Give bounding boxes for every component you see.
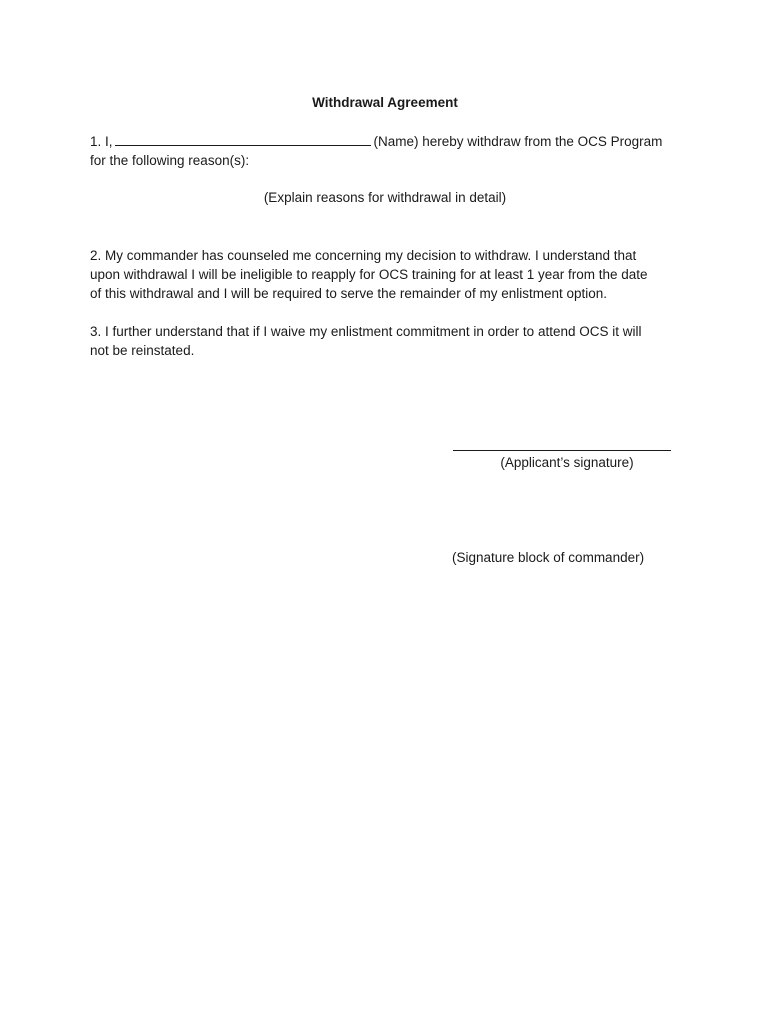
name-blank-field[interactable] (115, 133, 371, 146)
item1-prefix: 1. I, (90, 134, 113, 149)
applicant-signature-label: (Applicant’s signature) (500, 455, 634, 470)
paragraph-2-line-1: 2. My commander has counseled me concerning my decision to withdraw. I understand that (90, 248, 637, 263)
item1-suffix: (Name) hereby withdraw from the OCS Program (373, 134, 663, 149)
applicant-signature-line[interactable] (453, 450, 671, 451)
document-title: Withdrawal Agreement (312, 95, 458, 110)
paragraph-1-line-1 (90, 132, 690, 151)
paragraph-2-line-2: upon withdrawal I will be ineligible to reapply for OCS training for at least 1 year from the date (90, 267, 648, 282)
paragraph-2 (90, 246, 690, 303)
commander-signature-block: (Signature block of commander) (452, 550, 645, 565)
explain-reasons-note: (Explain reasons for withdrawal in detail) (263, 190, 507, 205)
paragraph-3-line-2: not be reinstated. (90, 343, 195, 358)
paragraph-2-line-3: of this withdrawal and I will be required to serve the remainder of my enlistment option. (90, 286, 608, 301)
paragraph-1-line-2: for the following reason(s): (90, 153, 250, 168)
paragraph-1 (90, 132, 690, 170)
paragraph-3-line-1: 3. I further understand that if I waive my enlistment commitment in order to attend OCS it will (90, 324, 642, 339)
paragraph-3 (90, 322, 690, 360)
